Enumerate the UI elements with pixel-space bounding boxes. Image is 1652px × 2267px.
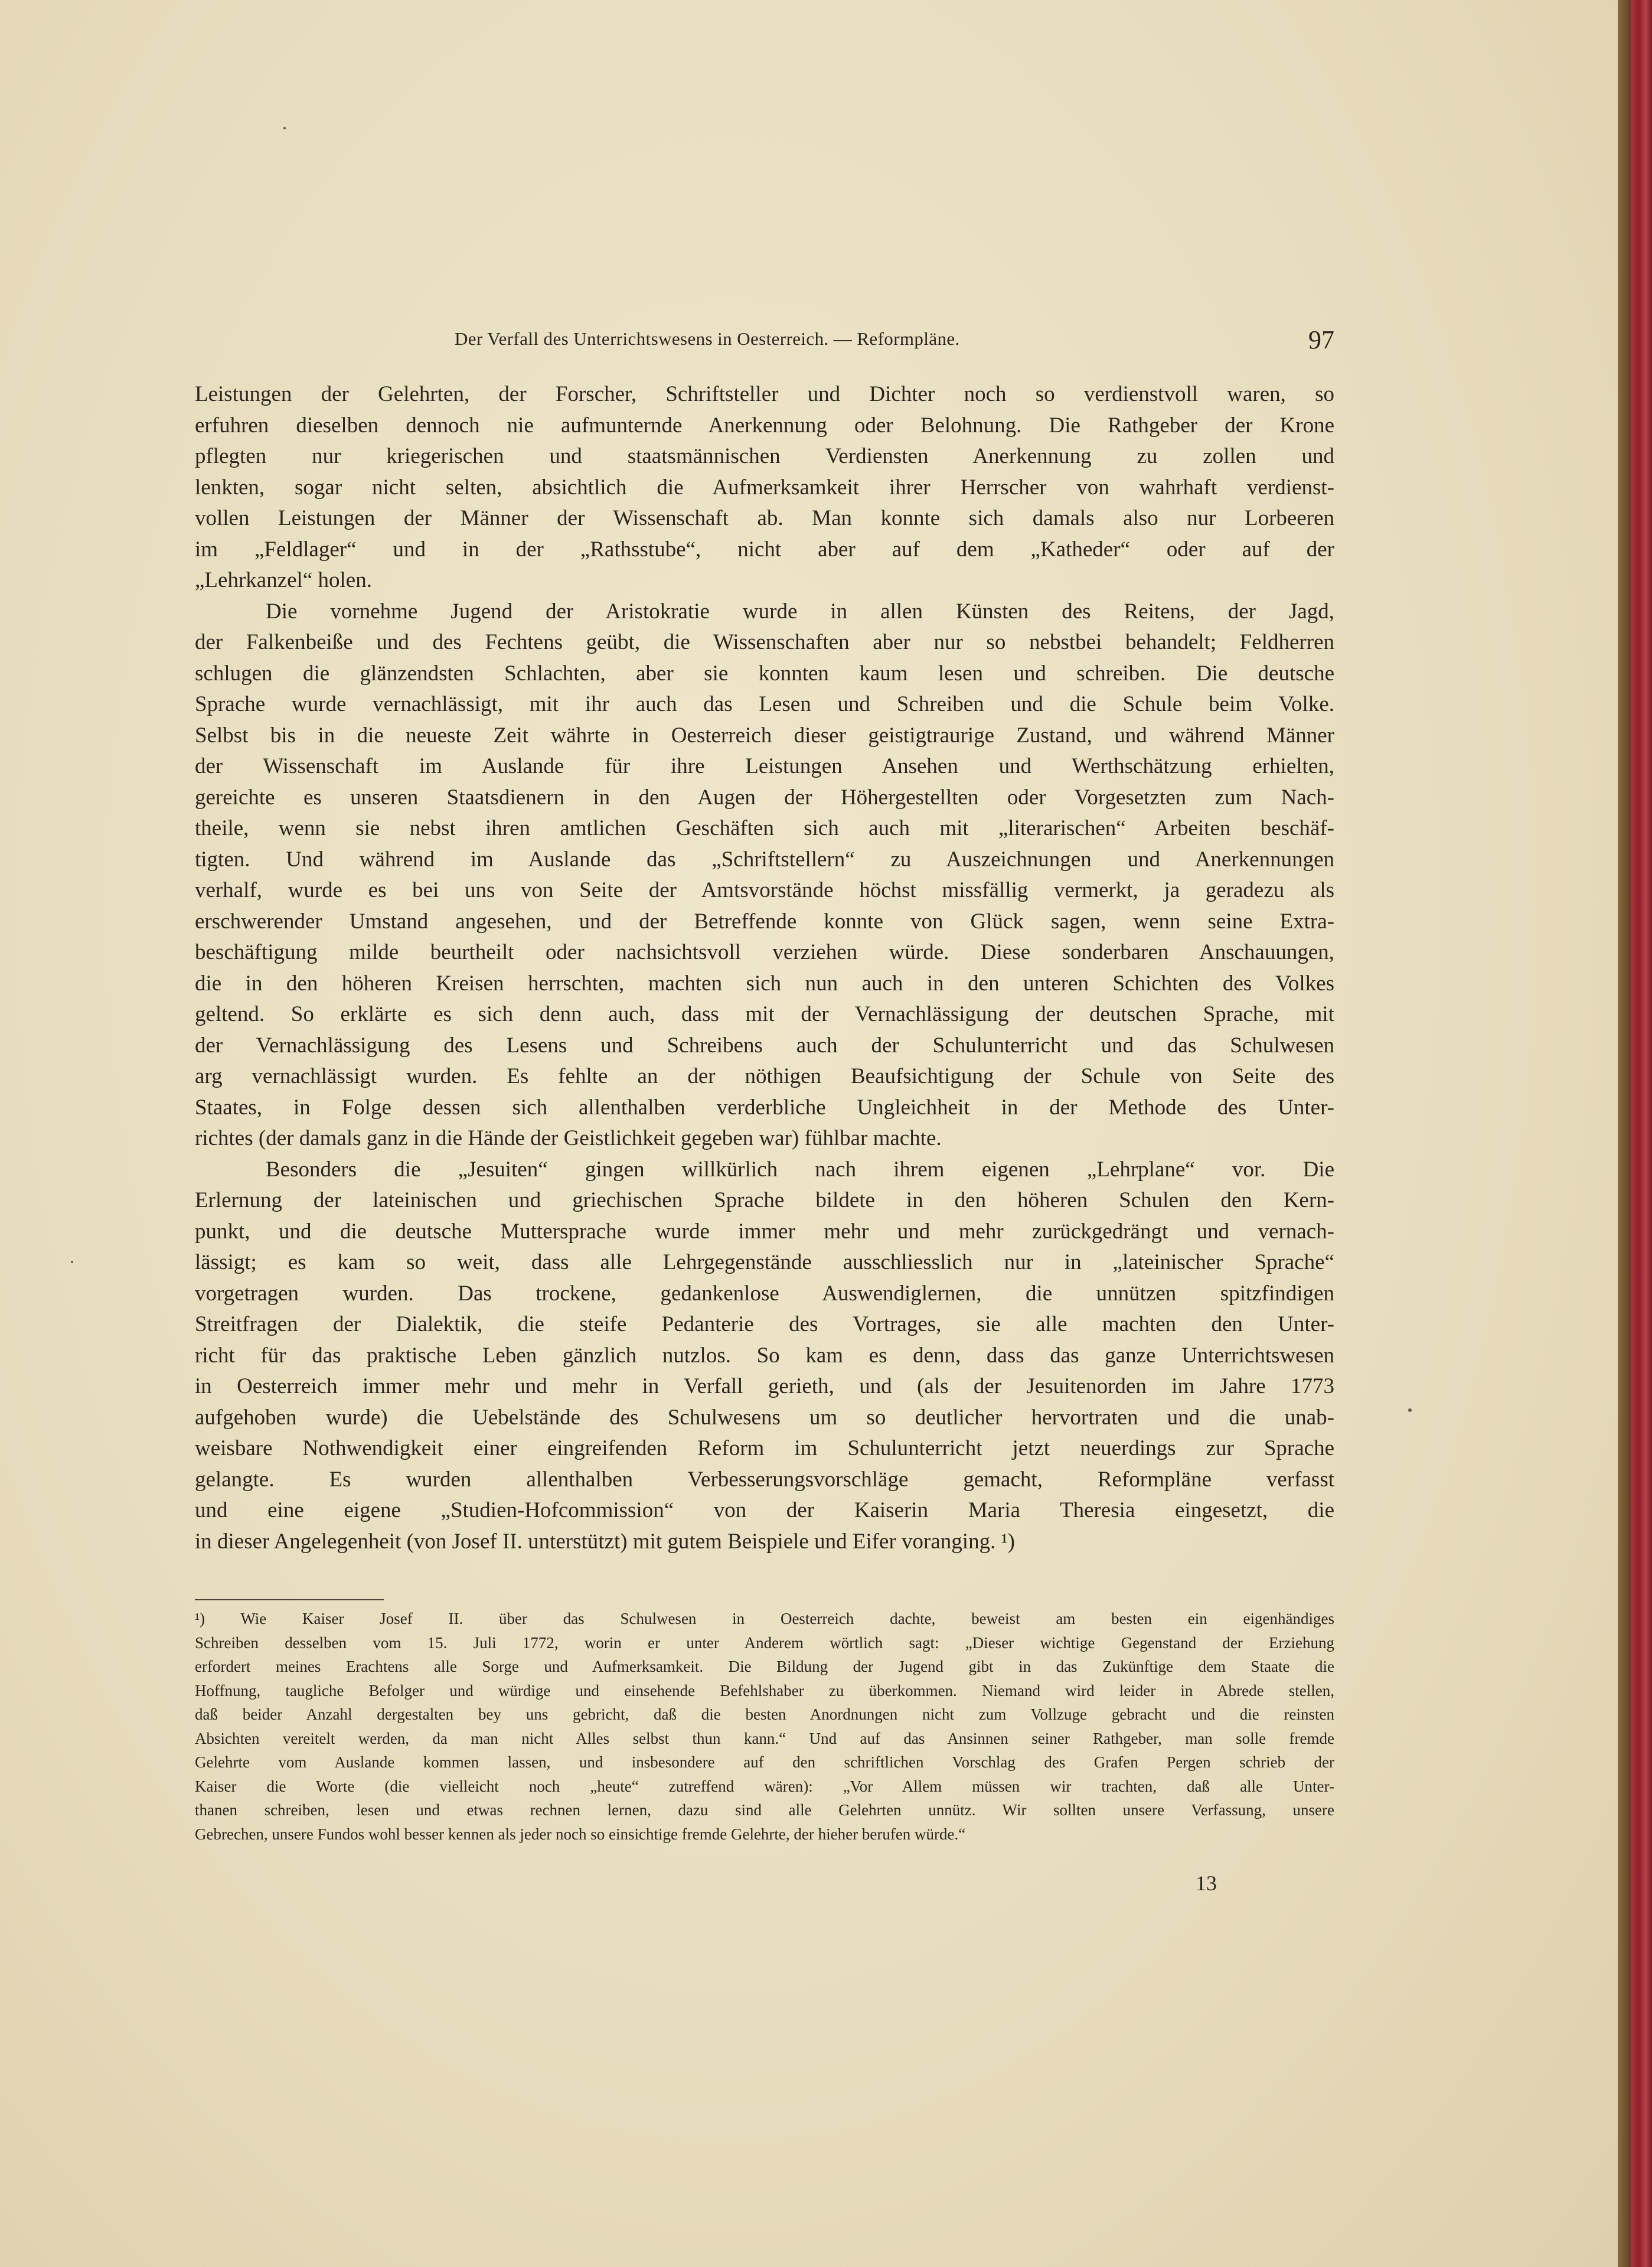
text-line: richtes (der damals ganz in die Hände der Geistlichkeit gegeben war) fühlbar machte. <box>195 1126 942 1150</box>
text-line: aufgehoben wurde) die Uebelstände des Schulwesens um so deutlicher hervortraten und die unab- <box>195 1405 1334 1430</box>
text-line: und eine eigene „Studien-Hofcommission“ von der Kaiserin Maria Theresia eingesetzt, die <box>195 1498 1334 1522</box>
red-binding-edge <box>1631 0 1652 2267</box>
text-line: tigten. Und während im Auslande das „Schriftstellern“ zu Auszeichnungen und Anerkennungen <box>195 847 1334 872</box>
text-line: Leistungen der Gelehrten, der Forscher, Schriftsteller und Dichter noch so verdienstvoll waren, so <box>195 382 1334 406</box>
text-line: theile, wenn sie nebst ihren amtlichen Geschäften sich auch mit „literarischen“ Arbeiten beschäf- <box>195 816 1334 840</box>
print-speck <box>1408 1408 1412 1412</box>
text-line: punkt, und die deutsche Muttersprache wurde immer mehr und mehr zurückgedrängt und vernach- <box>195 1219 1334 1244</box>
main-text <box>195 379 1334 1557</box>
text-line: die in den höheren Kreisen herrschten, machten sich nun auch in den unteren Schichten des Volkes <box>195 971 1334 996</box>
text-line: Streitfragen der Dialektik, die steife Pedanterie des Vortrages, sie alle machten den Unter- <box>195 1312 1334 1336</box>
footnote <box>195 1607 1334 1846</box>
footnote-line: Gebrechen, unsere Fundos wohl besser kennen als jeder noch so einsichtige fremde Gelehrte, der hieher berufen würde.“ <box>195 1825 966 1843</box>
text-line: schlugen die glänzendsten Schlachten, aber sie konnten kaum lesen und schreiben. Die deutsche <box>195 661 1334 686</box>
text-line: gelangte. Es wurden allenthalben Verbesserungsvorschläge gemacht, Reformpläne verfasst <box>195 1467 1334 1492</box>
text-line: im „Feldlager“ und in der „Rathsstube“, nicht aber auf dem „Katheder“ oder auf der <box>195 537 1334 562</box>
footnote-line: Hoffnung, taugliche Befolger und würdige und einsehende Befehlshaber zu überkommen. Niemand wird leider in Abrede stellen, <box>195 1681 1334 1700</box>
text-line: in Oesterreich immer mehr und mehr in Verfall gerieth, und (als der Jesuitenorden im Jahre 1773 <box>195 1374 1334 1398</box>
text-line: Erlernung der lateinischen und griechischen Sprache bildete in den höheren Schulen den Kern- <box>195 1188 1334 1212</box>
print-speck <box>283 127 286 129</box>
text-line: in dieser Angelegenheit (von Josef II. unterstützt) mit gutem Beispiele und Eifer voranging. ¹) <box>195 1529 1015 1554</box>
text-line: Staates, in Folge dessen sich allenthalben verderbliche Ungleichheit in der Methode des Unter- <box>195 1095 1334 1120</box>
text-line: erschwerender Umstand angesehen, und der Betreffende konnte von Glück sagen, wenn seine Extra- <box>195 909 1334 934</box>
text-line: der Wissenschaft im Auslande für ihre Leistungen Ansehen und Werthschätzung erhielten, <box>195 754 1334 778</box>
text-line: beschäftigung milde beurtheilt oder nachsichtsvoll verziehen würde. Diese sonderbaren Anschauungen, <box>195 940 1334 964</box>
text-line: „Lehrkanzel“ holen. <box>195 568 372 592</box>
text-line: lenkten, sogar nicht selten, absichtlich die Aufmerksamkeit ihrer Herrscher von wahrhaft verdienst- <box>195 475 1334 500</box>
footnote-line: Schreiben desselben vom 15. Juli 1772, worin er unter Anderem wörtlich sagt: „Dieser wichtige Gegenstand der Erziehung <box>195 1633 1334 1652</box>
paragraph-start: Die vornehme Jugend der Aristokratie wurde in allen Künsten des Reitens, der Jagd, <box>266 599 1334 624</box>
text-line: der Falkenbeiße und des Fechtens geübt, die Wissenschaften aber nur so nebstbei behandelt; Feldherren <box>195 630 1334 654</box>
text-line: geltend. So erklärte es sich denn auch, dass mit der Vernachlässigung der deutschen Sprache, mit <box>195 1002 1334 1026</box>
footnote-line: thanen schreiben, lesen und etwas rechnen lernen, dazu sind alle Gelehrten unnütz. Wir sollten unsere Verfassung, unsere <box>195 1801 1334 1819</box>
text-line: lässigt; es kam so weit, dass alle Lehrgegenstände ausschliesslich nur in „lateinischer Sprache“ <box>195 1250 1334 1274</box>
footnote-line: Gelehrte vom Auslande kommen lassen, und insbesondere auf den schriftlichen Vorschlag des Grafen Pergen schrieb der <box>195 1753 1334 1771</box>
running-title: Der Verfall des Unterrichtswesens in Oesterreich. — Reformpläne. <box>455 328 960 349</box>
text-line: arg vernachlässigt wurden. Es fehlte an der nöthigen Beaufsichtigung der Schule von Seite des <box>195 1064 1334 1088</box>
text-line: pflegten nur kriegerischen und staatsmännischen Verdiensten Anerkennung zu zollen und <box>195 444 1334 468</box>
footnote-line: erfordert meines Erachtens alle Sorge und Aufmerksamkeit. Die Bildung der Jugend gibt in das Zukünftige dem Staate die <box>195 1658 1334 1675</box>
text-line: vorgetragen wurden. Das trockene, gedankenlose Auswendiglernen, die unnützen spitzfindigen <box>195 1281 1334 1306</box>
footnote-line: ¹) Wie Kaiser Josef II. über das Schulwesen in Oesterreich dachte, beweist am besten ein eigenhändiges <box>195 1610 1334 1627</box>
book-edge <box>1618 0 1631 2267</box>
text-line: richt für das praktische Leben gänzlich nutzlos. So kam es denn, dass das ganze Unterrichtswesen <box>195 1343 1334 1368</box>
text-line: Sprache wurde vernachlässigt, mit ihr auch das Lesen und Schreiben und die Schule beim Volke. <box>195 692 1334 716</box>
footnote-rule <box>195 1599 384 1600</box>
text-line: Selbst bis in die neueste Zeit währte in Oesterreich dieser geistigtraurige Zustand, und während Männer <box>195 723 1334 748</box>
text-line: der Vernachlässigung des Lesens und Schreibens auch der Schulunterricht und das Schulwesen <box>195 1033 1334 1058</box>
footnote-line: Kaiser die Worte (die vielleicht noch „heute“ zutreffend wären): „Vor Allem müssen wir trachten, daß alle Unter- <box>195 1777 1334 1795</box>
footnote-line: Absichten vereitelt werden, da man nicht Alles selbst thun kann.“ Und auf das Ansinnen seiner Rathgeber, man solle fremde <box>195 1729 1334 1747</box>
footnote-line: daß beider Anzahl dergestalten bey uns gebricht, daß die besten Anordnungen nicht zum Vollzuge gebracht und die reinsten <box>195 1705 1334 1723</box>
running-header <box>195 325 1334 360</box>
paragraph-start: Besonders die „Jesuiten“ gingen willkürlich nach ihrem eigenen „Lehrplane“ vor. Die <box>266 1157 1334 1182</box>
text-line: vollen Leistungen der Männer der Wissenschaft ab. Man konnte sich damals also nur Lorbeeren <box>195 506 1334 530</box>
page-number: 97 <box>1308 325 1334 354</box>
text-line: erfuhren dieselben dennoch nie aufmunternde Anerkennung oder Belohnung. Die Rathgeber der Krone <box>195 413 1334 438</box>
signature-mark: 13 <box>1196 1871 1217 1895</box>
text-line: weisbare Nothwendigkeit einer eingreifenden Reform im Schulunterricht jetzt neuerdings zur Sprache <box>195 1436 1334 1460</box>
text-line: gereichte es unseren Staatsdienern in den Augen der Höhergestellten oder Vorgesetzten zum Nach- <box>195 785 1334 810</box>
print-speck <box>71 1261 73 1263</box>
text-line: verhalf, wurde es bei uns von Seite der Amtsvorstände höchst missfällig vermerkt, ja geradezu als <box>195 878 1334 902</box>
